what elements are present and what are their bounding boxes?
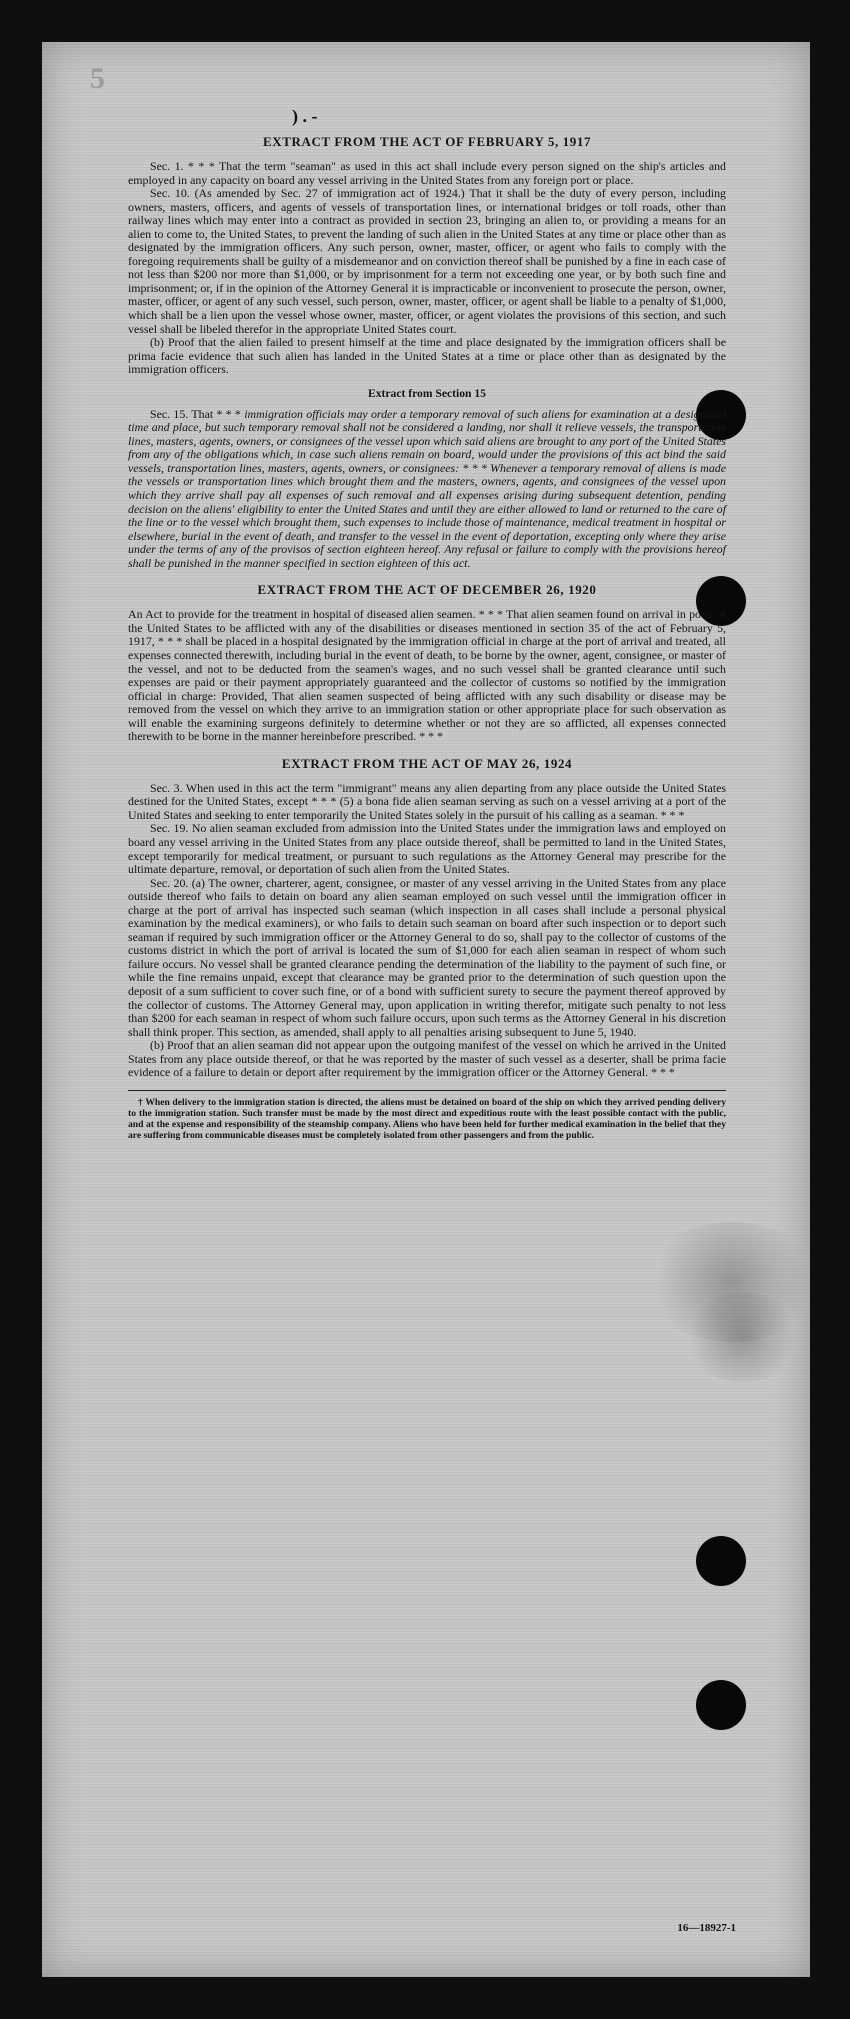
page-mark: 5: [90, 62, 105, 95]
paragraph-sec-10-b: (b) Proof that the alien failed to present himself at the time and place designated by the immigration officers shall be prima facie evidence that such alien has landed in the United States at a time or place other than as designated by the immigration officers.: [128, 335, 726, 377]
sec-15-italic-text: immigration officials may order a temporary removal of such aliens for examination at a designated time and place, but such temporary removal shall not be considered a landing, nor shall it relieve vessels, the transportation lines, masters, agents, owners, or consignees of the vessel upon which said aliens are brought to any port of the United States from any of the obligations which, in case such aliens remain on board, would under the provisions of this act bind the said vessels, transportation lines, masters, agents, owners, or consignees: * * * Whenever a temporary removal of aliens is made the vessels or transportation lines which brought them and the masters, owners, agents, and consignees of the vessel upon which they arrive shall pay all expenses of such removal and all expenses arising during subsequent detention, pending decision on the aliens' eligibility to enter the United States and until they are either allowed to land or returned to the care of the line or to the vessel which brought them, such expenses to include those of maintenance, medical treatment in hospital or elsewhere, burial in the event of death, and transfer to the vessel in the event of deportation, excepting only where they arise under the terms of any of the provisos of section eighteen hereof. Any refusal or failure to comply with the provisions hereof shall be punished in the manner specified in section eighteen of this act.: [128, 406, 726, 570]
footnote-divider: [128, 1090, 726, 1091]
heading-act-1924: EXTRACT FROM THE ACT OF MAY 26, 1924: [281, 755, 573, 771]
sec-15-lead: Sec. 15. That * * *: [150, 406, 241, 421]
paragraph-sec-19: Sec. 19. No alien seaman excluded from admission into the United States under the immigration laws and employed on board any vessel arriving in the United States from any place outside thereof, shall be permitted to land in the United States, except temporarily for medical treatment, or pursuant to such regulations as the Attorney General may prescribe for the ultimate departure, removal, or deportation of such alien from the United States.: [128, 821, 726, 877]
document-page: [42, 42, 810, 1977]
ink-smudge: [682, 1292, 802, 1382]
heading-section-15: Extract from Section 15: [368, 386, 486, 400]
punch-hole-3: [696, 1536, 746, 1586]
form-number: 16—18927-1: [677, 1922, 736, 1934]
paragraph-sec-20-b: (b) Proof that an alien seaman did not appear upon the outgoing manifest of the vessel on which he arrived in the United States from any place outside thereof, or that he was reported by the master of such vessel as a deserter, shall be prima facie evidence of a failure to detain or deport after requirement by the immigration officer or the Attorney General. * * *: [128, 1038, 726, 1080]
document-text: [128, 134, 726, 1142]
handwritten-scribble: ) . -: [292, 106, 318, 126]
heading-act-1917: EXTRACT FROM THE ACT OF FEBRUARY 5, 1917: [262, 134, 592, 149]
heading-act-1920: EXTRACT FROM THE ACT OF DECEMBER 26, 1920: [257, 582, 597, 598]
paragraph-sec-3: Sec. 3. When used in this act the term "immigrant" means any alien departing from any place outside the United States destined for the United States, except * * * (5) a bona fide alien seaman serving as such on a vessel arriving at a port of the United States and seeking to enter temporarily the United States solely in the pursuit of his calling as a seaman. * * *: [128, 780, 726, 822]
paragraph-sec-10: Sec. 10. (As amended by Sec. 27 of immigration act of 1924.) That it shall be the duty of every person, including owners, masters, officers, and agents of vessels of transportation lines, or international bridges or toll roads, other than railway lines which may enter into a contract as provided in section 23, bringing an alien to, or providing a means for an alien to come to, the United States, to prevent the landing of such alien in the United States at any time or place other than as designated by the immigration officers. Any such person, owner, master, officer, or agent who fails to comply with the foregoing requirements shall be guilty of a misdemeanor and on conviction thereof shall be punished by a fine in each case of not less than $200 nor more than $1,000, or by imprisonment for a term not exceeding one year, or by both such fine and imprisonment; or, if in the opinion of the Attorney General it is impracticable or inconvenient to prosecute the person, owner, master, officer, or agent of any such vessel, such person, owner, master, officer, or agent shall be liable to a penalty of $1,000, which shall be a lien upon the vessel whose owner, master, officer, or agent violates the provisions of this section, and such vessel shall be libeled therefor in the appropriate United States court.: [128, 186, 726, 336]
paragraph-sec-20-a: Sec. 20. (a) The owner, charterer, agent, consignee, or master of any vessel arriving in the United States from any place outside thereof who fails to detain on board any alien seaman employed on such vessel until the immigration officer in charge at the port of arrival has inspected such seaman (which inspection in all cases shall include a personal physical examination by the medical examiners), or who fails to detain such seaman on board after such inspection or to deport such seaman if required by such immigration officer or the Attorney General to do so, shall pay to the collector of customs of the customs district in which the port of arrival is located the sum of $1,000 for each alien seaman in respect of whom such failure occurs. No vessel shall be granted clearance pending the determination of the liability to the payment of such fine, or while the fine remains unpaid, except that clearance may be granted prior to the determination of such question upon the deposit of a sum sufficient to cover such fine, or of a bond with sufficient surety to secure the payment thereof approved by the collector of customs. The Attorney General may, upon application in writing therefor, mitigate such penalty to not less than $200 for each seaman in respect of whom such failure occurs, upon such terms as the Attorney General in his discretion shall think proper. This section, as amended, shall apply to all penalties arising subsequent to June 5, 1940.: [128, 875, 726, 1039]
footnote: † When delivery to the immigration station is directed, the aliens must be detained on board of the ship on which they arrived pending delivery to the immigration station. Such transfer must be made by the most direct and expeditious route with the least possible contact with the public, and at the expense and responsibility of the steamship company. Aliens who have been held for further medical examination in the belief that they are suffering from communicable diseases must be completely isolated from other passengers and from the public.: [128, 1096, 726, 1142]
paragraph-sec-1: Sec. 1. * * * That the term "seaman" as used in this act shall include every person signed on the ship's articles and employed in any capacity on board any vessel arriving in the United States from any foreign port or place.: [128, 159, 726, 187]
paragraph-act-1920: An Act to provide for the treatment in hospital of diseased alien seamen. * * * That alien seamen found on arrival in ports of the United States to be afflicted with any of the disabilities or diseases mentioned in section 35 of the act of February 5, 1917, * * * shall be placed in a hospital designated by the immigration official in charge at the port of arrival and treated, all expenses connected therewith, including burial in the event of death, to be borne by the owner, agent, consignee, or master of the vessel, and not to be deducted from the seamen's wages, and no such vessel shall be granted clearance until such expenses are paid or their payment appropriately guaranteed and the collector of customs so notified by the immigration official in charge: Provided, That alien seamen suspected of being afflicted with any such disability or disease may be removed from the vessel on which they arrive to an immigration station or other appropriate place for such observation as will enable the examining surgeons definitely to determine whether or not they are so afflicted, all expenses connected therewith to be borne in the manner hereinbefore prescribed. * * *: [128, 607, 726, 744]
paragraph-sec-15: [128, 408, 726, 571]
punch-hole-4: [696, 1680, 746, 1730]
